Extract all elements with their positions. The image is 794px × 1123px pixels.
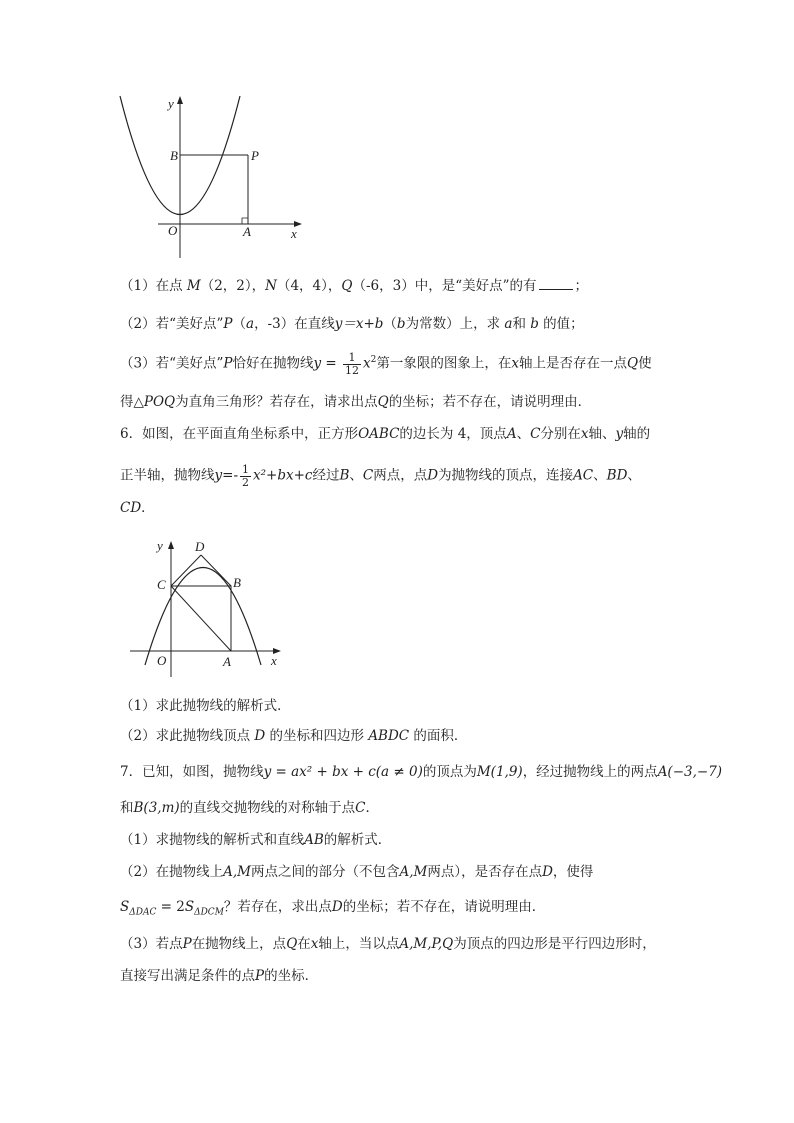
- text: ，使得: [552, 864, 594, 880]
- text: 为常数）上，求: [405, 316, 505, 332]
- parabola-equation: y = ax² + bx + c(a ≠ 0): [263, 764, 423, 780]
- text: 经过: [312, 467, 340, 484]
- var-d: D: [331, 899, 343, 915]
- q7-part3-cont: [120, 970, 318, 984]
- var-a: a: [246, 316, 255, 332]
- q7-line2: [120, 802, 379, 816]
- segment-ac: AC: [573, 467, 594, 484]
- text: 轴、: [588, 426, 616, 442]
- fig1-label-o: O: [168, 223, 178, 238]
- var-b: B: [339, 467, 350, 484]
- var-q: Q: [286, 936, 298, 952]
- var-y: y: [313, 355, 322, 372]
- var-y: y: [615, 426, 624, 442]
- fig2-segment-ac: [171, 586, 231, 651]
- var-p: P: [182, 936, 192, 952]
- q6-part1: [120, 700, 291, 714]
- answer-blank: [539, 278, 573, 290]
- fig2-label-x: x: [271, 653, 277, 668]
- var-c: C: [362, 467, 374, 484]
- text: 两点之间的部分（不包含: [250, 864, 400, 880]
- text: 在: [297, 936, 311, 952]
- quad-abdc: ABDC: [368, 728, 410, 744]
- q5-part3: （3）若“美好点”P恰好在抛物线y = $\frac{1}{12}$ $x^2$第一象限的图象上，在x轴上是否存在一点Q使: [120, 351, 652, 377]
- points-ampq: A,M,P,Q: [399, 936, 454, 952]
- q6-line2: [120, 464, 641, 488]
- var-x: x: [363, 355, 371, 372]
- text: （3）若点: [120, 936, 183, 952]
- var-c: C: [530, 426, 541, 442]
- q5-part2: [120, 318, 584, 332]
- var-b: b: [530, 316, 539, 332]
- area-symbol: S: [184, 899, 195, 915]
- fig1-label-a: A: [243, 224, 251, 239]
- q7-part3: [120, 938, 656, 952]
- text: 的顶点为: [422, 764, 477, 780]
- text: 两点），是否存在点: [427, 864, 543, 880]
- q7-line1: [120, 766, 722, 780]
- text: 恰好在抛物线: [232, 355, 314, 372]
- text: （1）在点: [120, 278, 187, 294]
- text: 、: [593, 467, 607, 484]
- text: 得: [120, 394, 134, 410]
- var-d: D: [542, 864, 553, 880]
- var-d: D: [427, 467, 439, 484]
- fig1-label-y: y: [168, 96, 174, 111]
- text: 使: [638, 355, 652, 372]
- text: 、: [627, 467, 641, 484]
- figure-2-square-parabola: [125, 535, 290, 680]
- numerator: 1: [242, 463, 249, 476]
- fig2-label-a: A: [223, 654, 231, 669]
- text: （4，4），: [276, 278, 342, 294]
- q5-part1: [120, 278, 588, 294]
- fraction-1-2: [240, 464, 251, 488]
- fraction-1-12: [343, 352, 361, 376]
- fig2-segment-bd: [201, 555, 231, 586]
- q7-part2-cont: [120, 901, 545, 918]
- var-d: D: [254, 728, 266, 744]
- segment-cd: CD: [120, 500, 142, 516]
- q6-line1: [120, 428, 650, 442]
- var-b: b: [396, 316, 406, 332]
- fig1-label-x: x: [291, 226, 297, 241]
- text: 的坐标；若不存在，请说明理由．: [388, 394, 592, 410]
- text: （2）若“美好点”: [120, 316, 224, 332]
- text: ．: [365, 800, 379, 816]
- text: 的坐标和四边形: [265, 728, 369, 744]
- text: 在抛物线上，点: [191, 936, 287, 952]
- point-a: A(−3,−7): [657, 764, 723, 780]
- var-a: A: [506, 426, 517, 442]
- var-q: Q: [341, 278, 353, 294]
- text: 和: [120, 800, 134, 816]
- text: 的解析式．: [323, 832, 392, 848]
- text: 为抛物线的顶点，连接: [438, 467, 574, 484]
- fig2-label-o: O: [157, 653, 167, 668]
- fig2-label-b: B: [233, 575, 241, 590]
- text: 6．如图，在平面直角坐标系中，正方形: [120, 426, 359, 442]
- text: 轴的: [623, 426, 651, 442]
- text: 的坐标；若不存在，请说明理由．: [342, 899, 546, 915]
- text: （: [383, 316, 397, 332]
- square-oabc: OABC: [358, 426, 400, 442]
- text: ，经过抛物线上的两点: [522, 764, 658, 780]
- segment-bd: BD: [606, 467, 628, 484]
- text: （2）求此抛物线顶点: [120, 728, 255, 744]
- text: （1）求抛物线的解析式和直线: [120, 832, 305, 848]
- text: 的直线交抛物线的对称轴于点: [179, 800, 356, 816]
- text: 7．已知，如图，抛物线: [120, 764, 264, 780]
- var-x: x: [511, 355, 520, 372]
- text: 、: [516, 426, 531, 442]
- text: 轴上，当以点: [318, 936, 400, 952]
- text: （2）在抛物线上: [120, 864, 224, 880]
- var-m: M: [186, 278, 201, 294]
- text: 和: [512, 316, 531, 332]
- text: 的边长为 4，顶点: [399, 426, 507, 442]
- fig2-label-d: D: [195, 539, 205, 554]
- q7-part1: [120, 834, 391, 848]
- text: 第一象限的图象上，在: [376, 355, 512, 372]
- var-p: P: [255, 968, 265, 984]
- text: 正半轴，抛物线: [120, 467, 215, 484]
- fig1-label-p: P: [251, 148, 259, 163]
- text: = 2: [156, 899, 185, 915]
- q5-part3-cont: [120, 396, 591, 410]
- area-subscript: ΔDCM: [194, 907, 224, 918]
- text: （: [232, 316, 246, 332]
- text: ，-3）在直线: [254, 316, 335, 332]
- area-symbol: S: [120, 899, 130, 915]
- text: 直接写出满足条件的点: [120, 968, 255, 984]
- var-p: P: [223, 355, 233, 372]
- text: 、: [349, 467, 363, 484]
- fig2-label-c: C: [157, 577, 166, 592]
- denominator: 2: [242, 475, 249, 489]
- parabola-expression: x²+bx+c: [253, 467, 313, 484]
- fig2-y-arrow: [168, 541, 174, 549]
- line-ab: AB: [304, 832, 324, 848]
- text: 为顶点的四边形是平行四边形时，: [453, 936, 656, 952]
- var-a: a: [504, 316, 513, 332]
- var-c: C: [355, 800, 366, 816]
- text: （3）若“美好点”: [120, 355, 224, 372]
- text: ？若存在，求出点: [223, 899, 332, 915]
- q6-line3: [120, 502, 155, 516]
- figure-1-parabola: [110, 88, 310, 263]
- points-am: A,M: [223, 864, 251, 880]
- text: （-6，3）中，是“美好点”的有: [352, 278, 537, 294]
- denominator: 12: [345, 363, 360, 377]
- line-equation: y＝x+b: [334, 316, 384, 332]
- var-y: y=-: [214, 467, 238, 484]
- point-m: M(1,9): [476, 764, 523, 780]
- numerator: 1: [343, 352, 361, 365]
- text: ；: [574, 278, 589, 294]
- var-q: Q: [377, 394, 389, 410]
- fig1-y-arrow: [177, 96, 183, 104]
- text: （2，2），: [200, 278, 266, 294]
- var-n: N: [265, 278, 277, 294]
- var-x: x: [580, 426, 589, 442]
- var-q: Q: [627, 355, 639, 372]
- triangle-poq: △POQ: [133, 394, 176, 410]
- text: 分别在: [540, 426, 581, 442]
- fig1-label-b: B: [170, 148, 178, 163]
- fig2-label-y: y: [157, 538, 163, 553]
- var-x: x: [310, 936, 319, 952]
- text: 的坐标．: [264, 968, 319, 984]
- text: 为直角三角形？若存在，请求出点: [175, 394, 378, 410]
- area-subscript: ΔDAC: [129, 907, 157, 918]
- text: 的值；: [538, 316, 584, 332]
- text: ．: [141, 500, 155, 516]
- text: 的面积．: [409, 728, 468, 744]
- text: 轴上是否存在一点: [519, 355, 628, 372]
- q6-part2: [120, 730, 467, 744]
- q7-part2: [120, 866, 593, 880]
- text: 两点，点: [373, 467, 428, 484]
- var-p: P: [223, 316, 233, 332]
- points-am: A,M: [399, 864, 428, 880]
- fig2-segment-cd: [171, 555, 201, 586]
- text: （1）求此抛物线的解析式．: [120, 698, 291, 714]
- point-b: B(3,m): [133, 800, 180, 816]
